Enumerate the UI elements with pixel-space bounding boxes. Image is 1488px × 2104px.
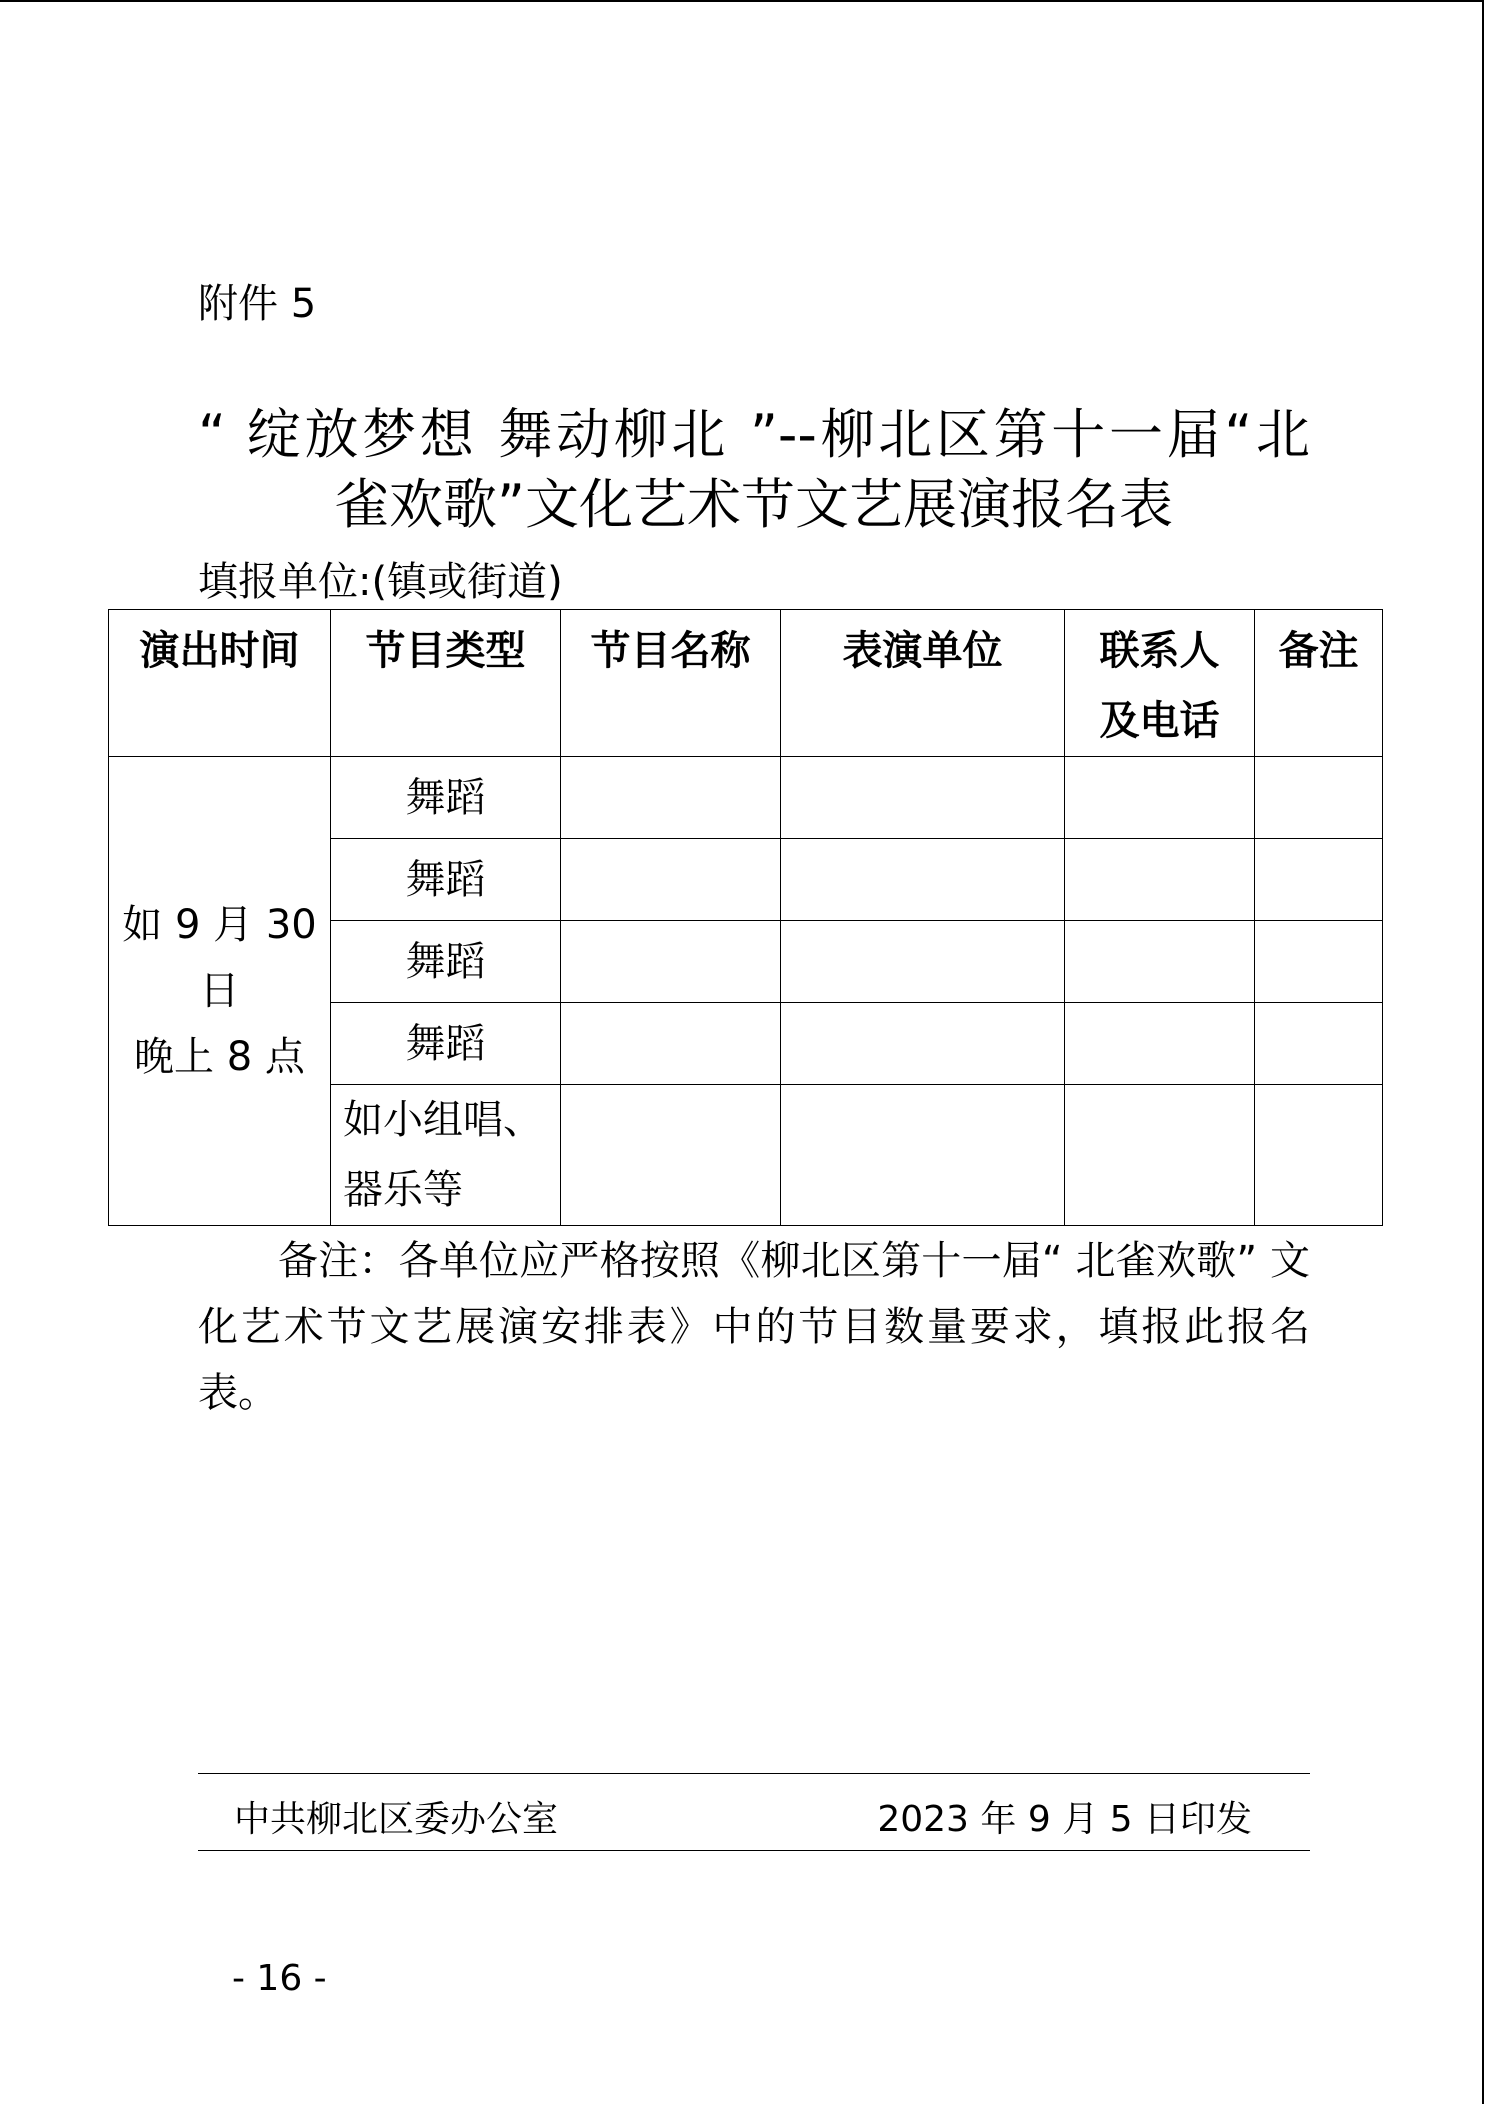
program-name-cell[interactable]: [561, 839, 781, 921]
remark-cell[interactable]: [1255, 1003, 1383, 1085]
contact-cell[interactable]: [1065, 1085, 1255, 1226]
contact-cell[interactable]: [1065, 1003, 1255, 1085]
program-name-cell[interactable]: [561, 1085, 781, 1226]
table-row: [109, 757, 1383, 839]
header-remark: 备注: [1255, 610, 1383, 757]
footer-bottom-rule: [198, 1850, 1310, 1851]
remark-cell[interactable]: [1255, 839, 1383, 921]
type-line-1: 如小组唱、: [343, 1097, 543, 1143]
title-line-2: 雀欢歌”文化艺术节文艺展演报名表: [335, 473, 1173, 536]
contact-cell[interactable]: [1065, 839, 1255, 921]
header-program-name: 节目名称: [561, 610, 781, 757]
performing-unit-cell[interactable]: [781, 1085, 1065, 1226]
program-type-cell: 舞蹈: [331, 1003, 561, 1085]
performing-unit-cell[interactable]: [781, 757, 1065, 839]
header-contact-line-1: 联系人: [1099, 628, 1220, 674]
program-name-cell[interactable]: [561, 1003, 781, 1085]
program-type-cell: [331, 1085, 561, 1226]
table-header-row: [109, 610, 1383, 757]
page-number: - 16 -: [232, 1958, 327, 1999]
header-program-type: 节目类型: [331, 610, 561, 757]
remark-cell[interactable]: [1255, 921, 1383, 1003]
footer-date: 2023 年 9 月 5 日印发: [877, 1799, 1252, 1840]
performing-unit-cell[interactable]: [781, 921, 1065, 1003]
contact-cell[interactable]: [1065, 921, 1255, 1003]
header-contact: [1065, 610, 1255, 757]
remark-cell[interactable]: [1255, 757, 1383, 839]
program-name-cell[interactable]: [561, 757, 781, 839]
program-type-cell: 舞蹈: [331, 921, 561, 1003]
footer-top-rule: [198, 1773, 1310, 1774]
performing-unit-cell[interactable]: [781, 839, 1065, 921]
time-line-2: 晚上 8 点: [134, 1034, 305, 1080]
performing-unit-cell[interactable]: [781, 1003, 1065, 1085]
remark-cell[interactable]: [1255, 1085, 1383, 1226]
remark-note: 备注：各单位应严格按照《柳北区第十一届“ 北雀欢歌” 文化艺术节文艺展演安排表》中的节目数量要求，填报此报名表。: [198, 1238, 1310, 1416]
performance-time-cell: [109, 757, 331, 1226]
type-line-2: 器乐等: [343, 1167, 463, 1213]
program-type-cell: 舞蹈: [331, 839, 561, 921]
header-contact-line-2: 及电话: [1099, 698, 1220, 744]
header-performance-time: 演出时间: [109, 610, 331, 757]
footer-issuer: 中共柳北区委办公室: [234, 1799, 559, 1840]
header-performing-unit: 表演单位: [781, 610, 1065, 757]
filler-unit-label: 填报单位:(镇或街道): [198, 559, 563, 605]
program-name-cell[interactable]: [561, 921, 781, 1003]
attachment-label: 附件 5: [198, 281, 317, 327]
registration-table: [108, 609, 1383, 1226]
title-line-1: “ 绽放梦想 舞动柳北 ”--柳北区第十一届“北: [198, 403, 1310, 466]
document-title: [198, 400, 1310, 540]
contact-cell[interactable]: [1065, 757, 1255, 839]
program-type-cell: 舞蹈: [331, 757, 561, 839]
time-line-1: 如 9 月 30 日: [122, 902, 317, 1014]
